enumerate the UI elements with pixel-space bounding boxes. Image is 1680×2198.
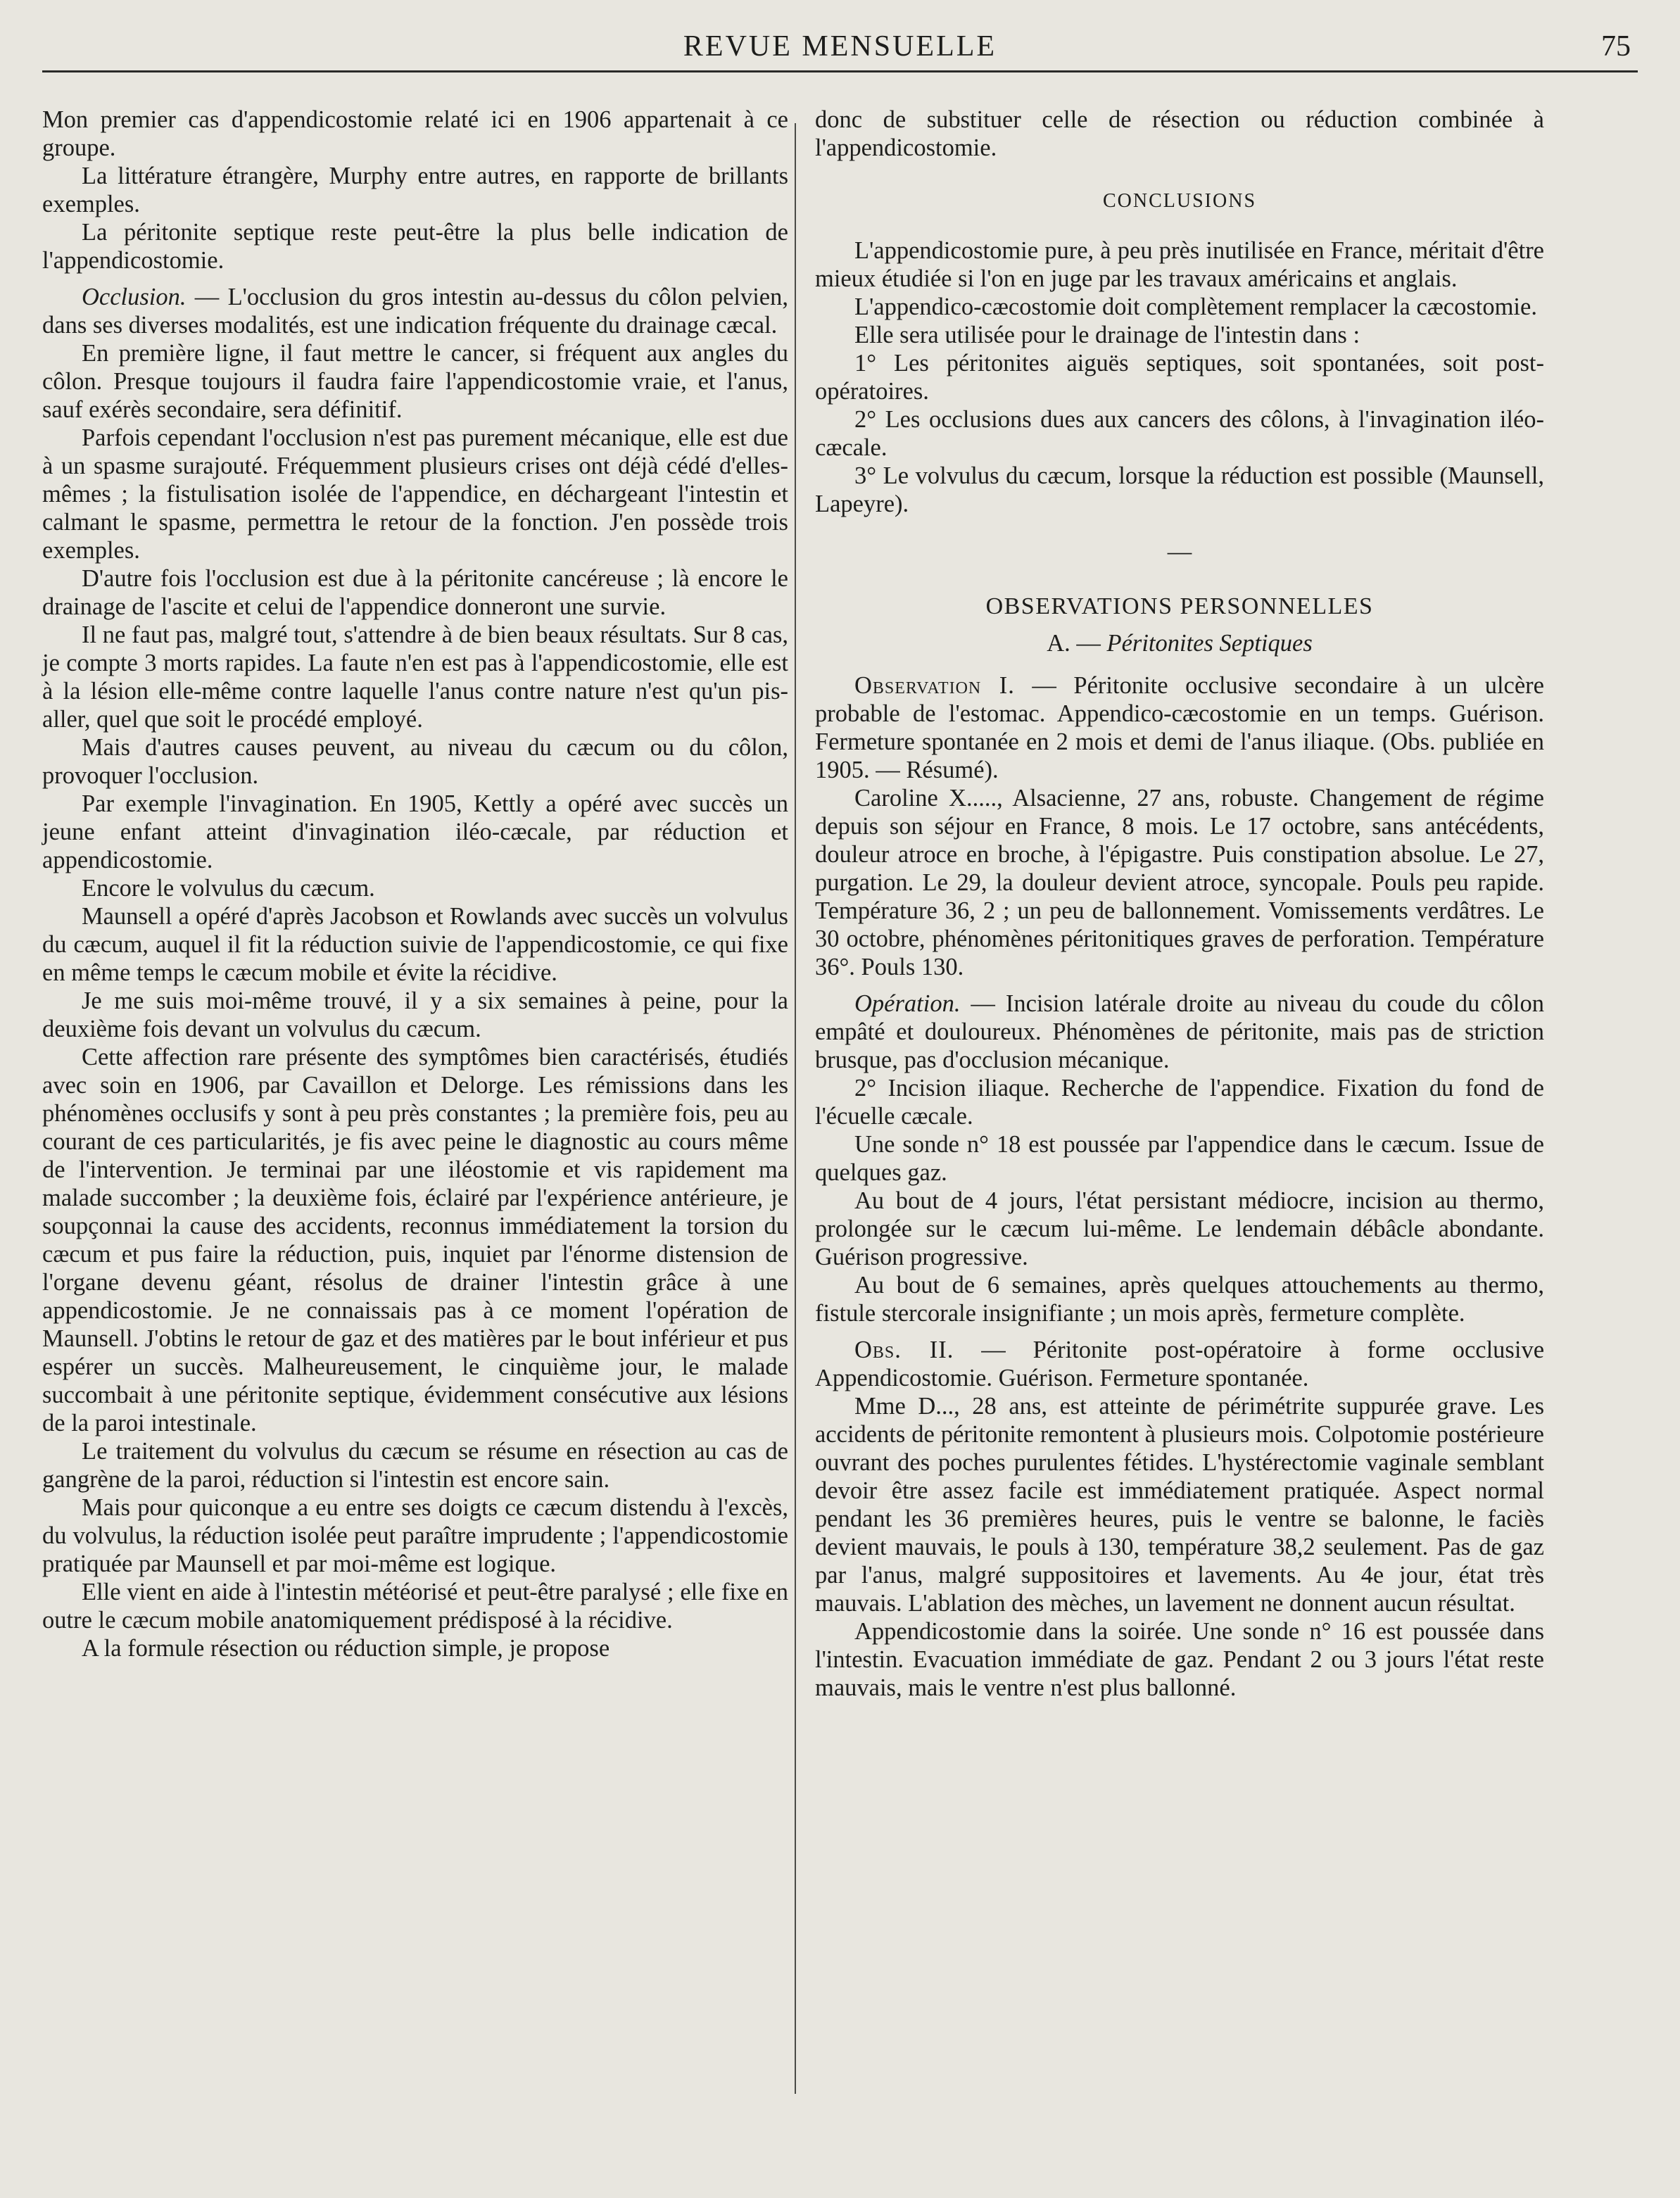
observation-1-label: Observation I.: [854, 672, 1015, 699]
operation-text: — Incision latérale droite au niveau du coude du côlon empâté et douloureux. Phénomènes de péritonite, mais pas de striction brusque, pas d'occlusion mécanique.: [815, 990, 1544, 1073]
paragraph: Mon premier cas d'appendicostomie relaté ici en 1906 appartenait à ce groupe.: [42, 106, 788, 161]
list-item: 2° Les occlusions dues aux cancers des côlons, à l'invagination iléo-cæcale.: [815, 406, 1544, 461]
paragraph: Mais d'autres causes peuvent, au niveau du cæcum ou du côlon, provoquer l'occlusion.: [42, 734, 788, 789]
paragraph: Le traitement du volvulus du cæcum se résume en résection au cas de gangrène de la paroi, réduction si l'intestin est encore sain.: [42, 1438, 788, 1493]
paragraph: Mme D..., 28 ans, est atteinte de périmétrite suppurée grave. Les accidents de péritonite remontent à plusieurs mois. Colpotomie postérieure ouvrant des poches purulentes fétides. L'hystérectomie vaginale semblant devoir être assez facile est immédiatement pratiquée. Aspect normal pendant les 36 premières heures, puis le ventre se balonne, le faciès devient mauvais, le pouls à 130, température 38,2 seulement. Pas de gaz par l'anus, malgré suppositoires et lavements. Au 4e jour, état très mauvais. L'ablation des mèches, un lavement ne donnent aucun résultat.: [815, 1393, 1544, 1617]
paragraph: Elle vient en aide à l'intestin météorisé et peut-être paralysé ; elle fixe en outre le cæcum mobile anatomiquement prédisposé à la récidive.: [42, 1579, 788, 1634]
paragraph-occlusion: [42, 283, 788, 339]
paragraph: Il ne faut pas, malgré tout, s'attendre à de bien beaux résultats. Sur 8 cas, je compte 3 morts rapides. La faute n'en est pas à l'appendicostomie, elle est à la lésion elle-même contre laquelle l'anus contre nature n'est qu'un pis-aller, quel que soit le procédé employé.: [42, 621, 788, 733]
observation-2-summary: — Péritonite post-opératoire à forme occlusive Appendicostomie. Guérison. Fermeture spontanée.: [815, 1337, 1545, 1391]
page-number: 75: [1601, 30, 1631, 63]
list-item: 3° Le volvulus du cæcum, lorsque la réduction est possible (Maunsell, Lapeyre).: [815, 462, 1544, 517]
observation-2-label: Obs. II.: [854, 1337, 954, 1363]
paragraph: D'autre fois l'occlusion est due à la péritonite cancéreuse ; là encore le drainage de l'ascite et celui de l'appendice donneront une survie.: [42, 565, 788, 620]
paragraph: Cette affection rare présente des symptômes bien caractérisés, étudiés avec soin en 1906, par Cavaillon et Delorge. Les rémissions dans les phénomènes occlusifs y sont à peu près constantes ; la première fois, peu au courant de ces particularités, je fis avec peine le diagnostic au cours même de l'intervention. Je terminai par une iléostomie et vis rapidement ma malade succomber ; la deuxième fois, éclairé par l'expérience antérieure, je soupçonnai la cause des accidents, reconnus immédiatement la torsion du cæcum et pus faire la réduction, puis, inquiet par l'énorme distension de l'organe devenu géant, résolus de drainer l'intestin grâce à une appendicostomie. Je ne connaissais pas à ce moment l'opération de Maunsell. J'obtins le retour de gaz et des matières par le bout inférieur et pus espérer un succès. Malheureusement, le cinquième jour, le malade succombait à une péritonite septique, évidemment consécutive aux lésions de la paroi intestinale.: [42, 1044, 788, 1436]
observation-1-title: [815, 671, 1544, 784]
paragraph: L'appendico-cæcostomie doit complètement remplacer la cæcostomie.: [854, 293, 1537, 320]
paragraph: 2° Incision iliaque. Recherche de l'appendice. Fixation du fond de l'écuelle cæcale.: [815, 1075, 1544, 1130]
paragraph: Maunsell a opéré d'après Jacobson et Rowlands avec succès un volvulus du cæcum, auquel il fit la réduction suivie de l'appendicostomie, ce qui fixe en même temps le cæcum mobile et évite la récidive.: [42, 903, 788, 986]
running-head: [42, 28, 1638, 72]
occlusion-text: — L'occlusion du gros intestin au-dessus du côlon pelvien, dans ses diverses modalités, est une indication fréquente du drainage cæcal.: [42, 284, 788, 339]
paragraph: Au bout de 4 jours, l'état persistant médiocre, incision au thermo, prolongée sur le cæcum lui-même. Le lendemain débâcle abondante. Guérison progressive.: [815, 1187, 1544, 1270]
column-divider: [795, 123, 796, 2094]
observations-heading: OBSERVATIONS PERSONNELLES: [985, 593, 1374, 619]
left-column: [42, 106, 788, 1662]
paragraph: Elle sera utilisée pour le drainage de l'intestin dans :: [854, 322, 1360, 348]
journal-title: REVUE MENSUELLE: [683, 30, 997, 63]
paragraph: En première ligne, il faut mettre le cancer, si fréquent aux angles du côlon. Presque toujours il faudra faire l'appendicostomie vraie, et l'anus, sauf exérès secondaire, sera définitif.: [42, 340, 788, 423]
paragraph: L'appendicostomie pure, à peu près inutilisée en France, méritait d'être mieux étudiée si l'on en juge par les travaux américains et anglais.: [815, 237, 1544, 292]
list-item: 1° Les péritonites aiguës septiques, soit spontanées, soit post-opératoires.: [815, 350, 1544, 405]
paragraph: Une sonde n° 18 est poussée par l'appendice dans le cæcum. Issue de quelques gaz.: [815, 1131, 1544, 1186]
operation-label: Opération.: [854, 990, 961, 1017]
right-column: [815, 106, 1544, 1702]
paragraph: Encore le volvulus du cæcum.: [82, 875, 375, 902]
section-a-title: Péritonites Septiques: [1106, 630, 1313, 657]
paragraph: La littérature étrangère, Murphy entre autres, en rapporte de brillants exemples.: [42, 163, 788, 217]
conclusions-heading: CONCLUSIONS: [1102, 190, 1257, 212]
section-separator: —: [1167, 538, 1192, 565]
paragraph: Par exemple l'invagination. En 1905, Kettly a opéré avec succès un jeune enfant atteint d'invagination iléo-cæcale, par réduction et appendicostomie.: [42, 790, 788, 873]
observation-2-title: [815, 1336, 1544, 1392]
operation-paragraph: [815, 990, 1544, 1074]
paragraph: Parfois cependant l'occlusion n'est pas purement mécanique, elle est due à un spasme surajouté. Fréquemment plusieurs crises ont déjà cédé d'elles-mêmes ; la fistulisation isolée de l'appendice, en déchargeant l'intestin et calmant le spasme, permettra le retour de la fonction. J'en possède trois exemples.: [42, 424, 788, 564]
section-a-heading: [815, 629, 1544, 657]
paragraph: Appendicostomie dans la soirée. Une sonde n° 16 est poussée dans l'intestin. Evacuation immédiate de gaz. Pendant 2 ou 3 jours l'état reste mauvais, mais le ventre n'est plus ballonné.: [815, 1618, 1544, 1701]
paragraph: Mais pour quiconque a eu entre ses doigts ce cæcum distendu à l'excès, du volvulus, la réduction isolée peut paraître imprudente ; l'appendicostomie pratiquée par Maunsell et par moi-même est logique.: [42, 1494, 788, 1577]
paragraph: A la formule résection ou réduction simple, je propose: [82, 1635, 610, 1662]
paragraph: donc de substituer celle de résection ou réduction combinée à l'appendicostomie.: [815, 106, 1544, 161]
paragraph: La péritonite septique reste peut-être la plus belle indication de l'appendicostomie.: [42, 219, 788, 274]
observation-1-summary: — Péritonite occlusive secondaire à un ulcère probable de l'estomac. Appendico-cæcostomie en un temps. Guérison. Fermeture spontanée en 2 mois et demi de l'anus iliaque. (Obs. publiée en 1905. — Résumé).: [815, 672, 1544, 783]
paragraph: Caroline X....., Alsacienne, 27 ans, robuste. Changement de régime depuis son séjour en France, 8 mois. Le 17 octobre, sans antécédents, douleur atroce en broche, à l'épigastre. Puis constipation absolue. Le 27, purgation. Le 29, la douleur devient atroce, syncopale. Pouls peu rapide. Température 36, 2 ; un peu de ballonnement. Vomissements verdâtres. Le 30 octobre, phénomènes péritonitiques graves de perforation. Température 36°. Pouls 130.: [815, 785, 1544, 980]
section-a-prefix: A. —: [1047, 630, 1107, 657]
paragraph: Je me suis moi-même trouvé, il y a six semaines à peine, pour la deuxième fois devant un volvulus du cæcum.: [42, 987, 788, 1042]
paragraph: Au bout de 6 semaines, après quelques attouchements au thermo, fistule stercorale insignifiante ; un mois après, fermeture complète.: [815, 1272, 1544, 1327]
occlusion-label: Occlusion.: [82, 284, 187, 310]
